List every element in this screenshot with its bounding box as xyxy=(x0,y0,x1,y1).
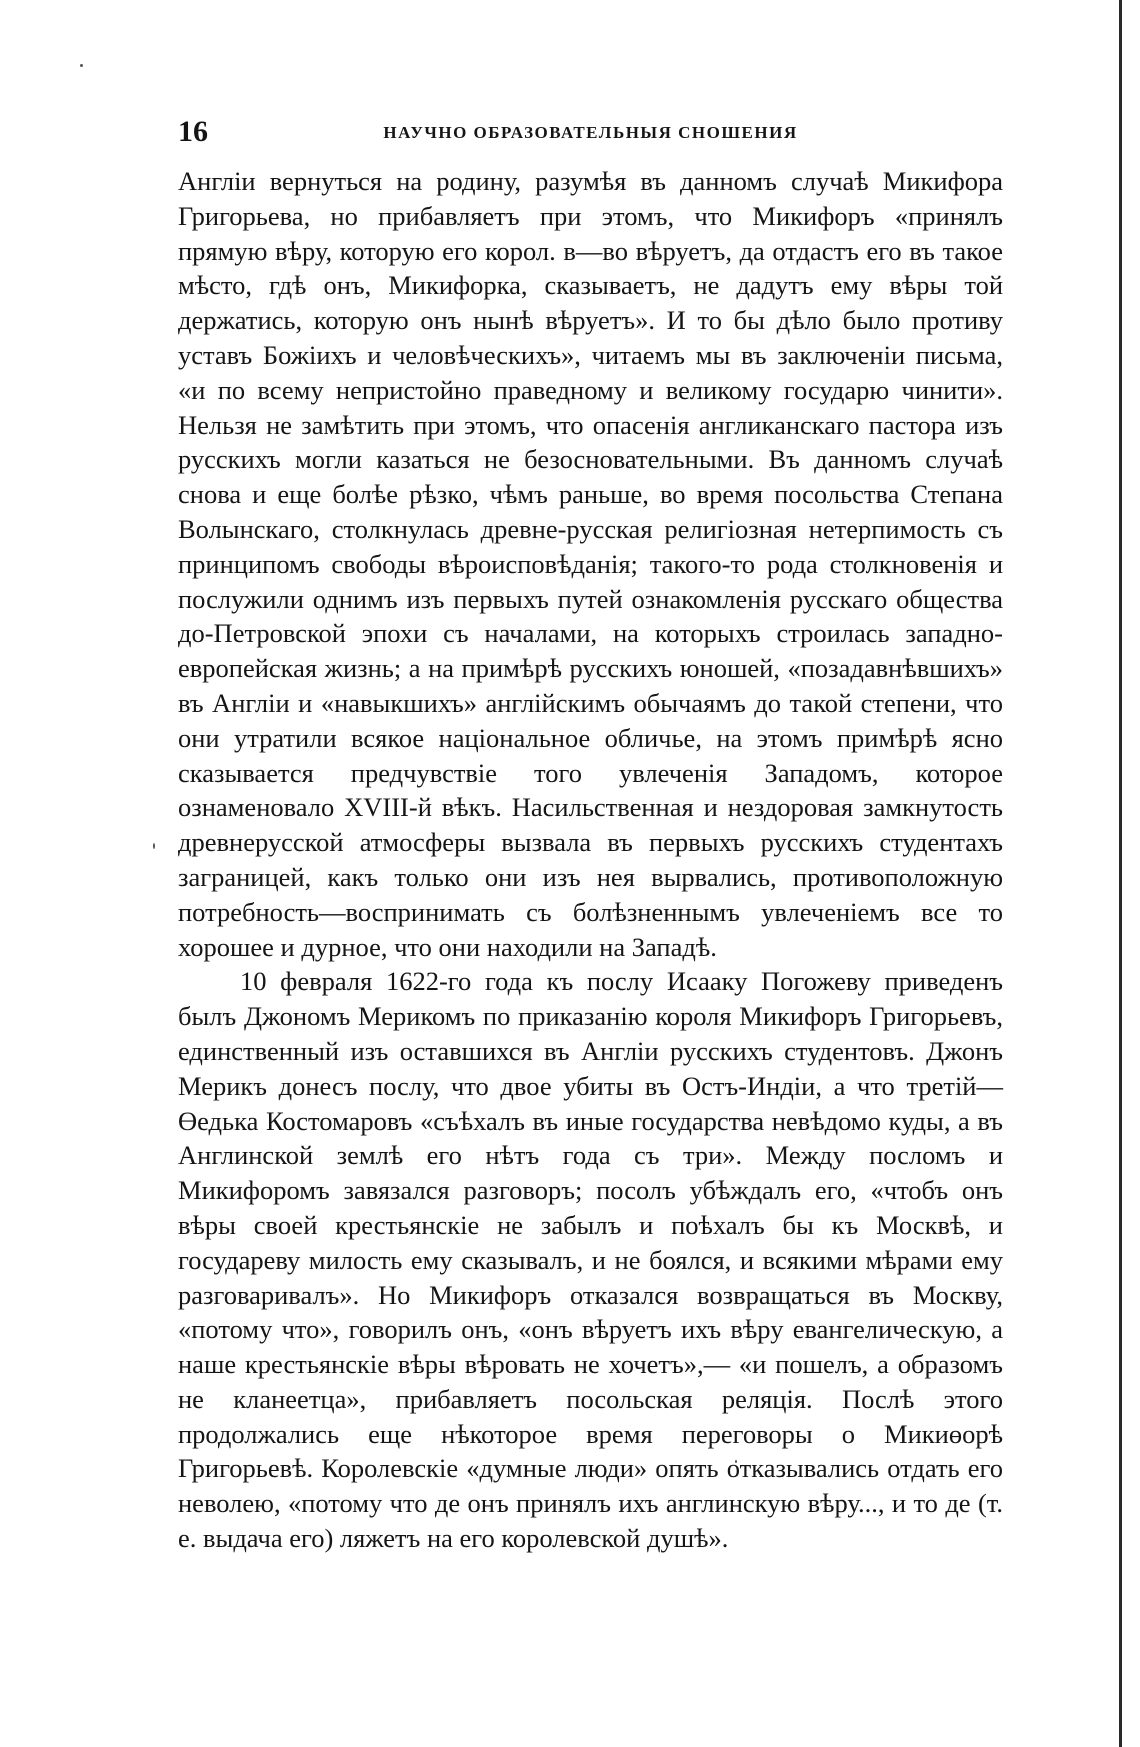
scan-edge-line xyxy=(1119,0,1122,1747)
running-title: НАУЧНО ОБРАЗОВАТЕЛЬНЫЯ СНОШЕНИЯ xyxy=(383,123,798,142)
page-number: 16 xyxy=(178,115,208,148)
paragraph-continuation: Англіи вернуться на родину, разумѣя въ данномъ случаѣ Микифора Григорьева, но прибавляетъ при этомъ, что Микифоръ «принялъ прямую вѣру, которую его корол. в—во вѣруетъ, да отдастъ его въ такое мѣсто, гдѣ онъ, Микифорка, сказываетъ, не дадутъ ему вѣры той держатись, которую онъ нынѣ вѣруетъ». И то бы дѣло было противу уставъ Божіихъ и человѣческихъ», читаемъ мы въ заключеніи письма, «и по всему непристойно праведному и великому государю чинити». Нельзя не замѣтить при этомъ, что опасенія англиканскаго пастора изъ русскихъ могли казаться не безосновательными. Въ данномъ случаѣ снова и еще болѣе рѣзко, чѣмъ раньше, во время посольства Степана Волынскаго, столкнулась древне-русская религіозная нетерпимость съ принципомъ свободы вѣроисповѣданія; такого-то рода столкновенія и послужили однимъ изъ первыхъ путей ознакомленія русскаго общества до-Петровской эпохи съ началами, на которыхъ строилась западно-европейская жизнь; а на примѣрѣ русскихъ юношей, «позадавнѣвшихъ» въ Англіи и «навыкшихъ» англійскимъ обычаямъ до такой степени, что они утратили всякое національное обличье, на этомъ примѣрѣ ясно сказывается предчувствіе того увлеченія Западомъ, которое ознаменовало XVIII-й вѣкъ. Насильственная и нездоровая замкнутость древнерусской атмосферы вызвала въ первыхъ русскихъ студентахъ заграницей, какъ только они изъ нея вырвались, противоположную потребность—воспринимать съ болѣзненнымъ увлеченіемъ все то хорошее и дурное, что они находили на Западѣ. xyxy=(178,166,1003,962)
scan-speck xyxy=(80,64,83,67)
body-text xyxy=(178,164,1003,1556)
page-header xyxy=(178,112,1003,152)
paragraph: 10 февраля 1622-го года къ послу Исааку Погожеву приведенъ былъ Джономъ Мерикомъ по приказанію короля Микифоръ Григорьевъ, единственный изъ оставшихся въ Англіи русскихъ студентовъ. Джонъ Мерикъ донесъ послу, что двое убиты въ Остъ-Индіи, а что третій—Өедька Костомаровъ «съѣхалъ въ иные государства невѣдомо куды, а въ Англинской землѣ его нѣтъ года съ три». Между посломъ и Микифоромъ завязался разговоръ; посолъ убѣждалъ его, «чтобъ онъ вѣры своей крестьянскіе не забылъ и поѣхалъ бы къ Москвѣ, и государеву милость ему сказывалъ, и не боялся, и всякими мѣрами ему разговаривалъ». Но Микифоръ отказался возвращаться въ Москву, «потому что», говорилъ онъ, «онъ вѣруетъ ихъ вѣру евангелическую, а наше крестьянскіе вѣры вѣровать не хочетъ»,— «и пошелъ, а образомъ не кланеетца», прибавляетъ посольская реляція. Послѣ этого продолжались еще нѣкоторое время переговоры о Микиөорѣ Григорьевѣ. Королевскіе «думные люди» опять отказывались отдать его неволею, «потому что де онъ принялъ ихъ англинскую вѣру..., и то де (т. е. выдача его) ляжетъ на его королевской душѣ». xyxy=(178,966,1003,1554)
scan-speck xyxy=(153,843,155,849)
